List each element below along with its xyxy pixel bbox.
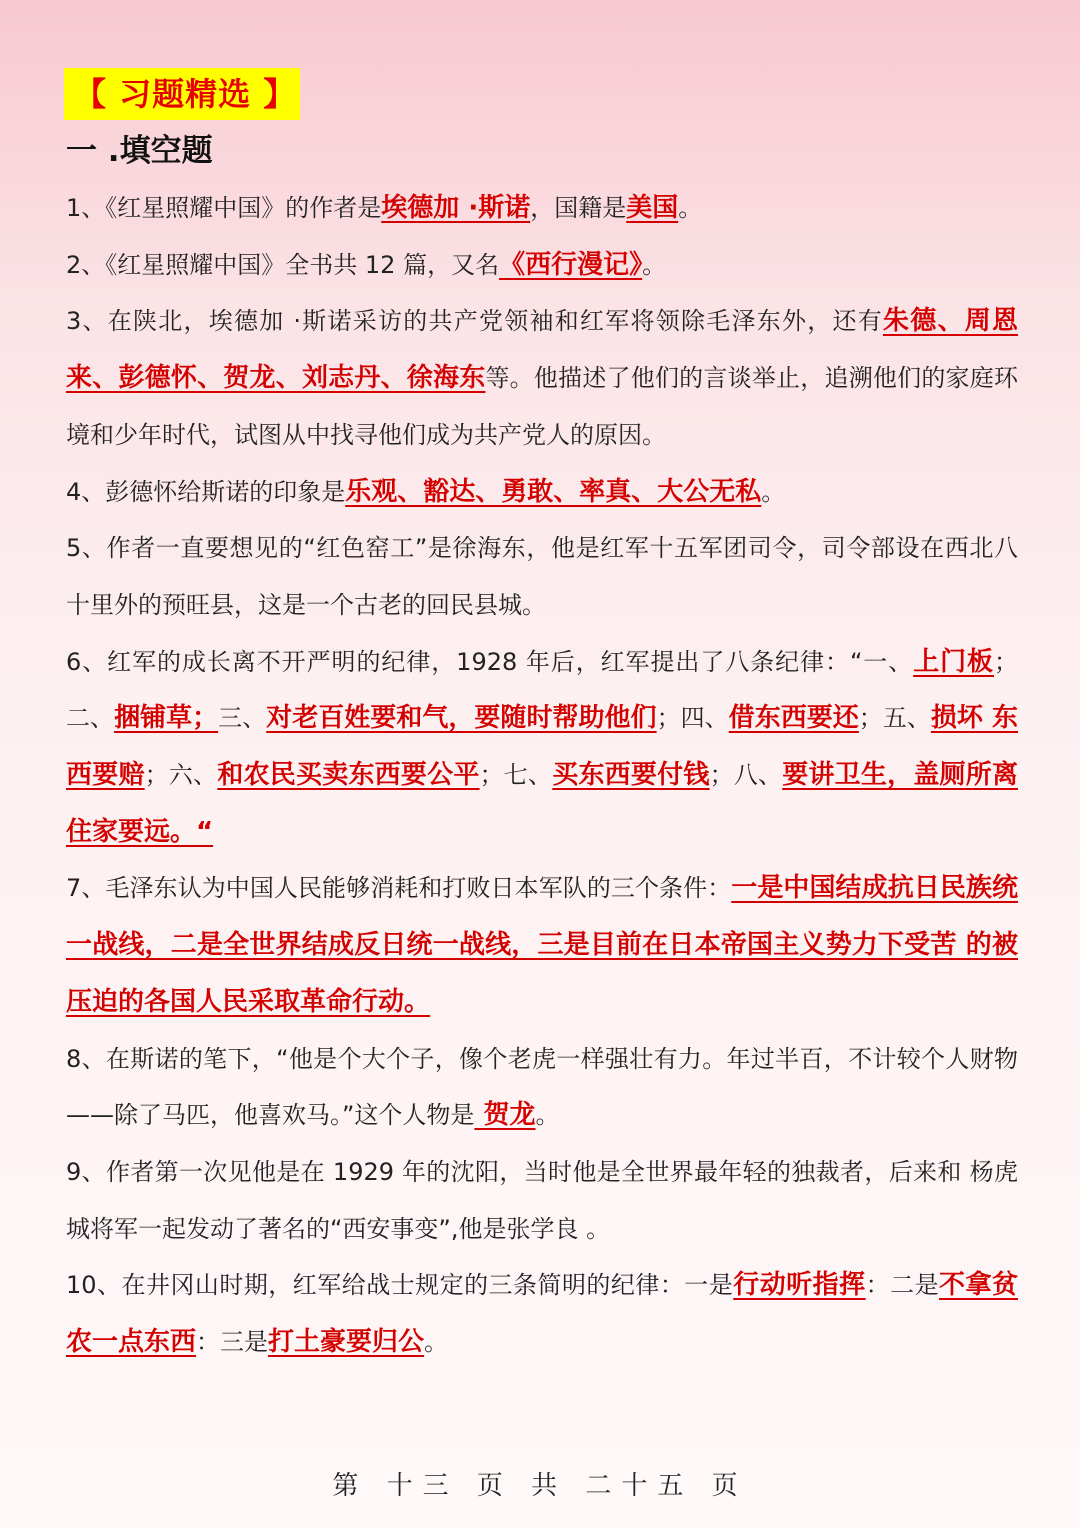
- answer: 捆铺草；: [114, 703, 219, 734]
- answer: 埃德加 ·斯诺: [381, 193, 531, 223]
- question-6: 6、红军的成长离不开严明的纪律，1928 年后，红军提出了八条纪律：“一、上门板；二、捆铺草；三、对老百姓要和气，要随时帮助他们；四、借东西要还；五、损坏 东西要赔；六、和农民买卖东西要公平；七、买东西要付钱；八、要讲卫生，盖厕所离住家要远。“: [66, 646, 1018, 847]
- answer: 贺龙: [474, 1100, 536, 1131]
- answer: 《西行漫记》: [499, 249, 643, 280]
- answer: 不拿贫农一点东西: [66, 1270, 1018, 1358]
- answer: 一是中国结成抗日民族统一战线，二是全世界结成反日统一战线，三是目前在日本帝国主义势力下受苦 的被压迫的各国人民采取革命行动。: [66, 873, 1018, 1017]
- question-8: 8、在斯诺的笔下，“他是个大个子，像个老虎一样强壮有力。年过半百，不计较个人财物——除了马匹，他喜欢马。”这个人物是 贺龙。: [66, 1044, 1018, 1131]
- question-4: 4、彭德怀给斯诺的印象是乐观、豁达、勇敢、率真、大公无私。: [66, 476, 786, 507]
- answer: 行动听指挥: [733, 1270, 866, 1301]
- question-5: 5、作者一直要想见的“红色窑工”是徐海东，他是红军十五军团司令，司令部设在西北八十里外的预旺县，这是一个古老的回民县城。: [66, 534, 1018, 619]
- answer: 上门板: [913, 646, 994, 677]
- answer: 买东西要付钱: [552, 760, 710, 791]
- answer: 损坏 东西要赔: [66, 703, 1018, 791]
- answer: 朱德、周恩来、彭德怀、贺龙、刘志丹、徐海东: [66, 306, 1018, 394]
- question-1: 1、《红星照耀中国》的作者是埃德加 ·斯诺，国籍是美国。: [66, 193, 703, 223]
- answer: 乐观、豁达、勇敢、率真、大公无私: [345, 476, 762, 507]
- answer: 对老百姓要和气，要随时帮助他们: [266, 703, 657, 734]
- answer: 美国: [626, 193, 679, 223]
- answer: 要讲卫生，盖厕所离住家要远。“: [66, 760, 1018, 847]
- answer: 和农民买卖东西要公平: [217, 760, 480, 791]
- answer: 打土豪要归公: [268, 1327, 425, 1358]
- exercise-tag: 【 习题精选 】: [64, 68, 300, 120]
- page-footer: 第 十三 页 共 二十五 页: [332, 1471, 748, 1501]
- question-list: [66, 180, 1018, 1371]
- question-3: 3、在陕北，埃德加 ·斯诺采访的共产党领袖和红军将领除毛泽东外，还有朱德、周恩来、彭德怀、贺龙、刘志丹、徐海东等。他描述了他们的言谈举止，追溯他们的家庭环境和少年时代，试图从中找寻他们成为共产党人的原因。: [66, 306, 1018, 449]
- section-title: 一 .填空题: [66, 133, 213, 169]
- answer: 借东西要还: [728, 703, 859, 734]
- question-10: 10、在井冈山时期，红军给战士规定的三条简明的纪律：一是行动听指挥：二是不拿贫农一点东西：三是打土豪要归公。: [66, 1270, 1018, 1358]
- question-9: 9、作者第一次见他是在 1929 年的沈阳，当时他是全世界最年轻的独裁者，后来和 杨虎城将军一起发动了著名的“西安事变”,他是张学良 。: [66, 1157, 1018, 1243]
- question-7: 7、毛泽东认为中国人民能够消耗和打败日本军队的三个条件：一是中国结成抗日民族统一战线，二是全世界结成反日统一战线，三是目前在日本帝国主义势力下受苦 的被压迫的各国人民采取革命行动。: [66, 873, 1018, 1017]
- question-2: 2、《红星照耀中国》全书共 12 篇，又名《西行漫记》。: [66, 249, 667, 280]
